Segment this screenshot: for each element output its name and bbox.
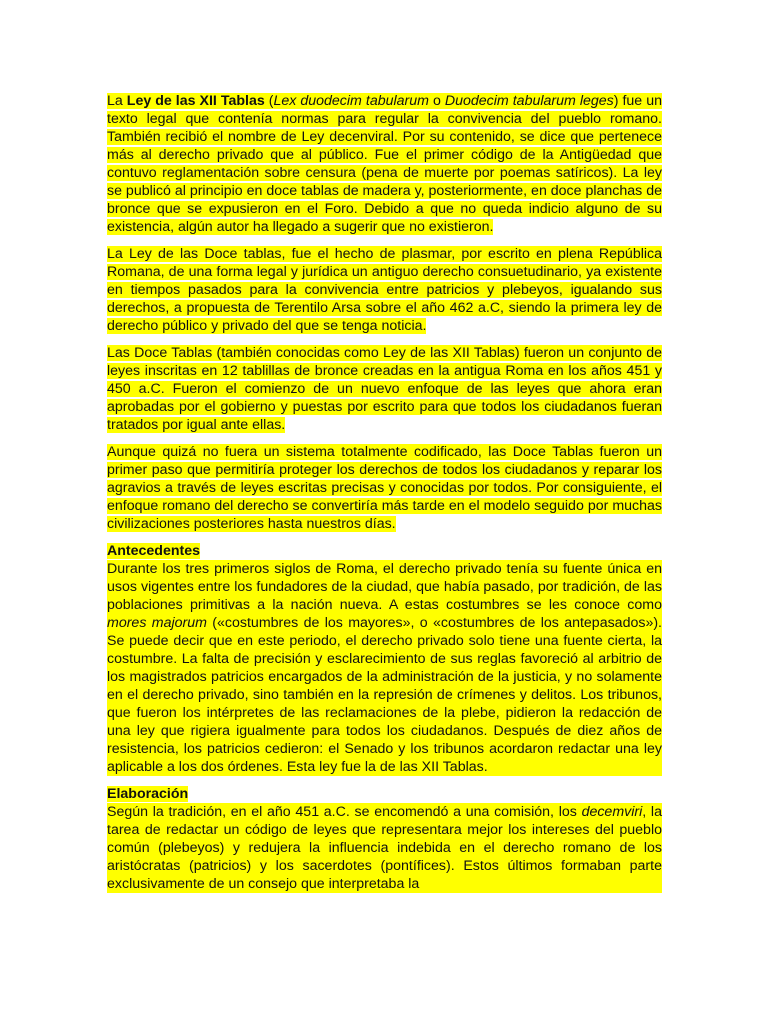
italic-term: Duodecim tabularum leges — [444, 93, 614, 109]
italic-term: mores majorum — [107, 615, 207, 631]
document-page — [107, 92, 662, 902]
section-heading: Antecedentes — [107, 543, 201, 559]
text-run: Aunque quizá no fuera un sistema totalmente codificado, las Doce Tablas fueron un primer paso que permitiría proteger los derechos de todos los ciudadanos y reparar los agravios a través de leyes escritas precisas y conocidas por todos. Por consiguiente, el enfoque romano del derecho se convertiría más tarde en el modelo seguido por muchas civilizaciones posteriores hasta nuestros días. — [107, 444, 662, 532]
section-body — [107, 560, 662, 776]
text-run: ( — [264, 93, 274, 109]
paragraph-2 — [107, 245, 662, 335]
text-run: Las Doce Tablas (también conocidas como Ley de las XII Tablas) fueron un conjunto de leyes inscritas en 12 tablillas de bronce creadas en la antigua Roma en los años 451 y 450 a.C. Fueron el comienzo de un nuevo enfoque de las leyes que ahora eran aprobadas por el gobierno y puestas por escrito para que todos los ciudadanos fueran tratados por igual ante ellas. — [107, 345, 662, 433]
text-run: o — [428, 93, 445, 109]
text-run: («costumbres de los mayores», o «costumbres de los antepasados»). Se puede decir que en este periodo, el derecho privado solo tiene una fuente cierta, la costumbre. La falta de precisión y esclarecimiento de sus reglas favoreció al arbitrio de los magistrados patricios encargados de la administración de la justicia, y no solamente en el derecho privado, sino también en la represión de crímenes y delitos. Los tribunos, que fueron los intérpretes de las reclamaciones de la plebe, pidieron la redacción de una ley que rigiera igualmente para todos los ciudadanos. Después de diez años de resistencia, los patricios cedieron: el Senado y los tribunos acordaron redactar una ley aplicable a los dos órdenes. Esta ley fue la de las XII Tablas. — [107, 615, 662, 775]
section-elaboracion — [107, 785, 662, 893]
text-run: , la tarea de redactar un código de leyes que representara mejor los intereses del pueblo común (plebeyos) y redujera la influencia indebida en el derecho romano de los aristócratas (patricios) y los sacerdotes (pontífices). Estos últimos formaban parte exclusivamente de un consejo que interpretaba la — [107, 804, 662, 892]
text-run: La Ley de las Doce tablas, fue el hecho de plasmar, por escrito en plena República Romana, de una forma legal y jurídica un antiguo derecho consuetudinario, ya existente en tiempos pasados para la convivencia entre patricios y plebeyos, igualando sus derechos, a propuesta de Terentilo Arsa sobre el año 462 a.C, siendo la primera ley de derecho público y privado del que se tenga noticia. — [107, 246, 662, 334]
text-run: Según la tradición, en el año 451 a.C. se encomendó a una comisión, los — [107, 804, 582, 820]
section-heading: Elaboración — [107, 786, 189, 802]
paragraph-intro — [107, 92, 662, 236]
italic-term: decemviri — [581, 804, 643, 820]
text-run: La — [107, 93, 127, 109]
section-body — [107, 803, 662, 893]
bold-title: Ley de las XII Tablas — [126, 93, 265, 109]
paragraph-3 — [107, 344, 662, 434]
text-run: ) fue un texto legal que contenía normas para regular la convivencia del pueblo romano. También recibió el nombre de Ley decenviral. Por su contenido, se dice que pertenece más al derecho privado que al público. Fue el primer código de la Antigüedad que contuvo reglamentación sobre censura (pena de muerte por poemas satíricos). La ley se publicó al principio en doce tablas de madera y, posteriormente, en doce planchas de bronce que se expusieron en el Foro. Debido a que no queda indicio alguno de su existencia, algún autor ha llegado a sugerir que no existieron. — [107, 93, 662, 235]
text-run: Durante los tres primeros siglos de Roma, el derecho privado tenía su fuente única en usos vigentes entre los fundadores de la ciudad, que había pasado, por tradición, de las poblaciones primitivas a la nación nueva. A estas costumbres se les conoce como — [107, 561, 662, 613]
section-antecedentes — [107, 542, 662, 776]
italic-term: Lex duodecim tabularum — [273, 93, 429, 109]
paragraph-4 — [107, 443, 662, 533]
